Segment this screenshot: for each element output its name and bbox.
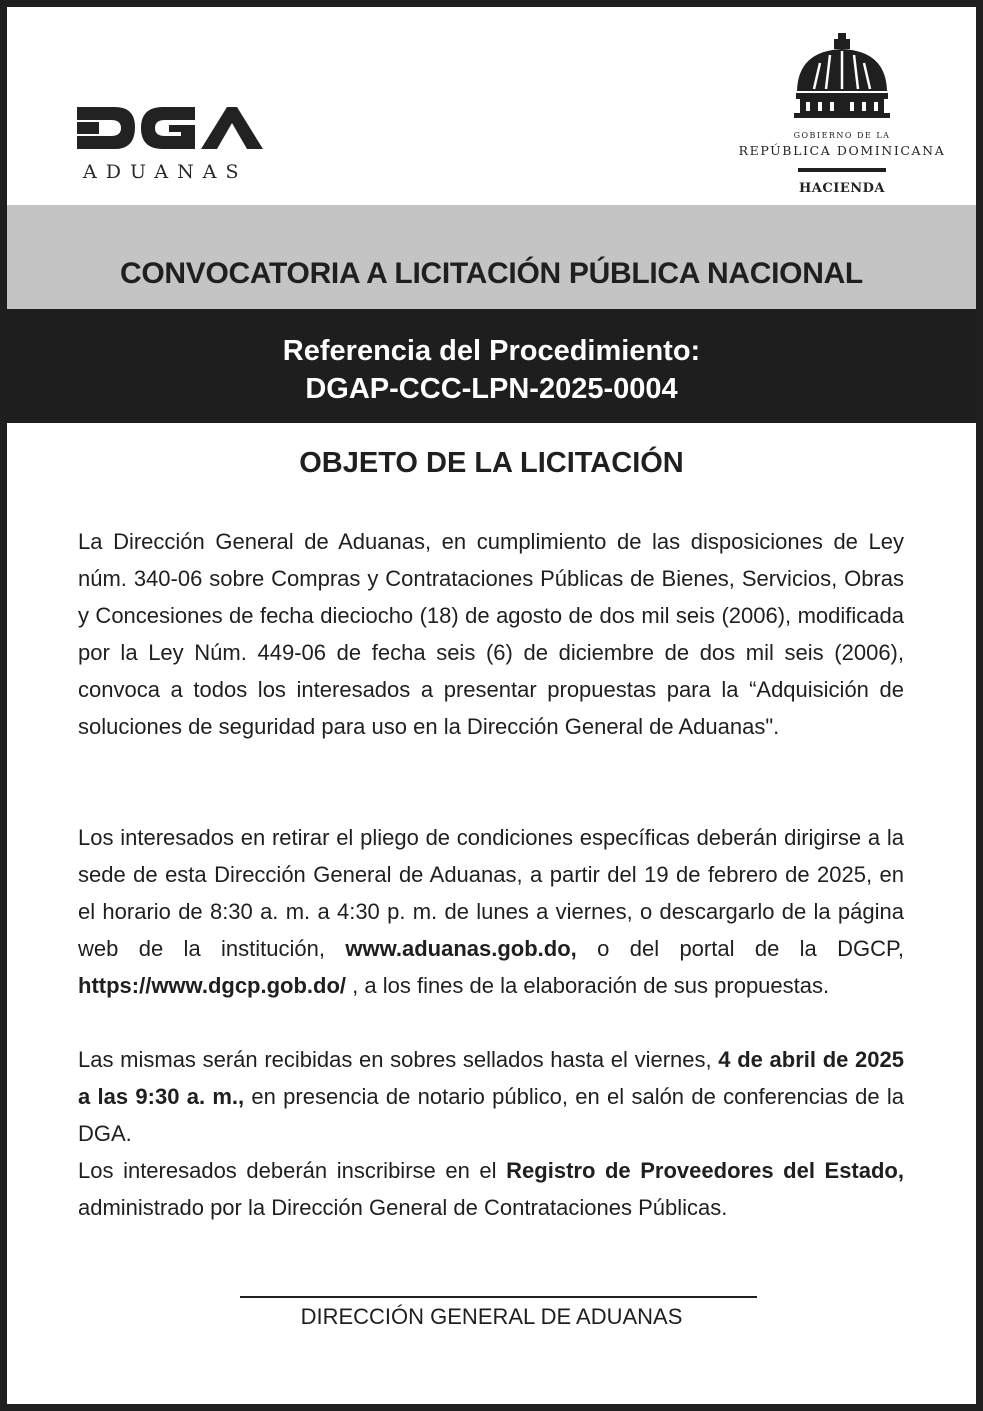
paragraph-text: Los interesados deberán inscribirse en el [78,1158,507,1183]
paragraph-deadline [78,1041,904,1152]
aduanas-website-link[interactable]: www.aduanas.gob.do, [345,936,577,961]
paragraph-objective [78,523,904,745]
gov-line1: GOBIERNO DE LA [793,131,891,140]
dgcp-portal-link[interactable]: https://www.dgcp.gob.do/ [78,973,347,998]
dome-emblem-icon [732,29,952,129]
dga-wordmark-graphic [77,103,267,159]
reference-band [7,309,976,423]
gov-divider [798,168,886,172]
section-title: OBJETO DE LA LICITACIÓN [299,447,684,479]
title-band [7,205,976,309]
dga-subtitle: ADUANAS [83,161,248,183]
paragraph-text: Los interesados en retirar el pliego de condiciones específicas deberán dirigirse a la sede de esta Dirección General de Aduanas, a partir del 19 de febrero de 2025, en el horario de 8:30 a. m. a 4:30 p. m. de lunes a viernes, o descargarlo de la página web de la institución, [78,825,904,961]
paragraph-text: Las mismas serán recibidas en sobres sellados hasta el viernes, [78,1047,719,1072]
signature-name: DIRECCIÓN GENERAL DE ADUANAS [300,1304,683,1329]
paragraph-text: administrado por la Dirección General de Contrataciones Públicas. [78,1195,728,1220]
notice-title: CONVOCATORIA A LICITACIÓN PÚBLICA NACIONAL [120,257,863,290]
paragraph-text: en presencia de notario público, en el salón de conferencias de la DGA. [78,1084,904,1146]
dga-logo [77,103,277,193]
government-logo [732,29,952,204]
paragraph-text: La Dirección General de Aduanas, en cumplimiento de las disposiciones de Ley núm. 340-06 sobre Compras y Contrataciones Públicas de Bienes, Servicios, Obras y Concesiones de fecha dieciocho (18) de agosto de dos mil seis (2006), modificada por la Ley Núm. 449-06 de fecha seis (6) de diciembre de dos mil seis (2006), convoca a todos los interesados a presentar propuestas para la “Adquisición de soluciones de seguridad para uso en la Dirección General de Aduanas". [78,529,904,739]
reference-code: DGAP-CCC-LPN-2025-0004 [305,373,678,405]
paragraph-pickup [78,819,904,1004]
paragraph-registry [78,1152,904,1226]
paragraph-text: o del portal de la DGCP, [576,936,904,961]
gov-line2: REPÚBLICA DOMINICANA [738,143,946,158]
reference-label: Referencia del Procedimiento: [282,335,701,367]
registry-name: Registro de Proveedores del Estado, [506,1158,904,1183]
paragraph-text: , a los fines de la elaboración de sus propuestas. [346,973,830,998]
gov-department: HACIENDA [799,181,885,196]
deadline-date: 4 de abril de 2025 a las 9:30 a. m., [78,1047,904,1109]
signature-line [240,1296,757,1298]
